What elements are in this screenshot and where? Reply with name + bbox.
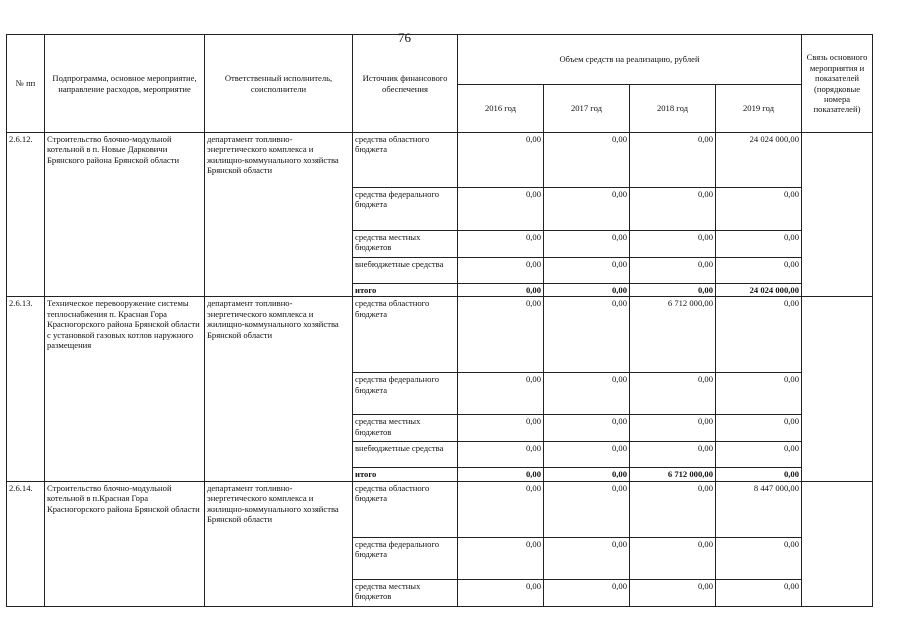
value-cell: 0,00 bbox=[630, 231, 716, 258]
value-cell: 0,00 bbox=[716, 537, 802, 579]
header-year-2019: 2019 год bbox=[716, 85, 802, 133]
table-row bbox=[7, 133, 873, 188]
table-row bbox=[7, 297, 873, 373]
budget-table bbox=[6, 34, 873, 607]
value-cell: 0,00 bbox=[544, 481, 630, 537]
source-label: внебюджетные средства bbox=[353, 442, 458, 468]
total-cell: 0,00 bbox=[458, 284, 544, 297]
value-cell: 0,00 bbox=[630, 415, 716, 442]
table-row bbox=[7, 481, 873, 537]
value-cell: 0,00 bbox=[630, 579, 716, 606]
item-number: 2.6.14. bbox=[7, 481, 45, 606]
source-label: средства федерального бюджета bbox=[353, 537, 458, 579]
value-cell: 24 024 000,00 bbox=[716, 133, 802, 188]
value-cell: 0,00 bbox=[458, 537, 544, 579]
value-cell: 0,00 bbox=[630, 133, 716, 188]
value-cell: 0,00 bbox=[458, 373, 544, 415]
header-link: Связь основного мероприятия и показателей (порядковые номера показателей) bbox=[802, 35, 873, 133]
total-cell: 0,00 bbox=[458, 468, 544, 481]
header-source: Источник финансового обеспечения bbox=[353, 35, 458, 133]
source-label: средства федерального бюджета bbox=[353, 373, 458, 415]
source-label: средства областного бюджета bbox=[353, 297, 458, 373]
value-cell: 0,00 bbox=[716, 415, 802, 442]
source-label: средства областного бюджета bbox=[353, 481, 458, 537]
value-cell: 0,00 bbox=[716, 442, 802, 468]
value-cell: 0,00 bbox=[544, 373, 630, 415]
source-label: средства областного бюджета bbox=[353, 133, 458, 188]
link-cell bbox=[802, 481, 873, 606]
value-cell: 0,00 bbox=[544, 579, 630, 606]
header-num: № пп bbox=[7, 35, 45, 133]
value-cell: 0,00 bbox=[630, 537, 716, 579]
total-cell: 0,00 bbox=[716, 468, 802, 481]
item-title: Техническое перевооружение системы теплоснабжения п. Красная Гора Красногорского района Брянской области с установкой газовых котлов наружного размещения bbox=[45, 297, 205, 481]
total-cell: 0,00 bbox=[630, 284, 716, 297]
value-cell: 6 712 000,00 bbox=[630, 297, 716, 373]
source-label: внебюджетные средства bbox=[353, 258, 458, 284]
value-cell: 0,00 bbox=[716, 373, 802, 415]
header-year-2018: 2018 год bbox=[630, 85, 716, 133]
item-title: Строительство блочно-модульной котельной в п.Красная Гора Красногорского района Брянской области bbox=[45, 481, 205, 606]
item-number: 2.6.13. bbox=[7, 297, 45, 481]
value-cell: 0,00 bbox=[458, 297, 544, 373]
header-subprogram: Подпрограмма, основное мероприятие, направление расходов, мероприятие bbox=[45, 35, 205, 133]
value-cell: 0,00 bbox=[630, 188, 716, 231]
value-cell: 0,00 bbox=[716, 258, 802, 284]
value-cell: 0,00 bbox=[458, 258, 544, 284]
value-cell: 0,00 bbox=[630, 442, 716, 468]
value-cell: 0,00 bbox=[458, 133, 544, 188]
total-cell: 6 712 000,00 bbox=[630, 468, 716, 481]
value-cell: 0,00 bbox=[458, 415, 544, 442]
value-cell: 0,00 bbox=[458, 442, 544, 468]
value-cell: 0,00 bbox=[544, 415, 630, 442]
item-executor: департамент топливно-энергетического комплекса и жилищно-коммунального хозяйства Брянской области bbox=[205, 481, 353, 606]
value-cell: 0,00 bbox=[630, 258, 716, 284]
page-number: 76 bbox=[398, 30, 411, 45]
item-number: 2.6.12. bbox=[7, 133, 45, 297]
value-cell: 0,00 bbox=[458, 231, 544, 258]
value-cell: 0,00 bbox=[458, 188, 544, 231]
value-cell: 0,00 bbox=[716, 297, 802, 373]
value-cell: 8 447 000,00 bbox=[716, 481, 802, 537]
value-cell: 0,00 bbox=[544, 188, 630, 231]
header-volume: Объем средств на реализацию, рублей bbox=[458, 35, 802, 85]
value-cell: 0,00 bbox=[630, 481, 716, 537]
source-label: итого bbox=[353, 468, 458, 481]
header-year-2017: 2017 год bbox=[544, 85, 630, 133]
value-cell: 0,00 bbox=[458, 481, 544, 537]
value-cell: 0,00 bbox=[716, 188, 802, 231]
value-cell: 0,00 bbox=[458, 579, 544, 606]
header-executor: Ответственный исполнитель, соисполнители bbox=[205, 35, 353, 133]
source-label: средства местных бюджетов bbox=[353, 579, 458, 606]
source-label: итого bbox=[353, 284, 458, 297]
value-cell: 0,00 bbox=[716, 231, 802, 258]
total-cell: 24 024 000,00 bbox=[716, 284, 802, 297]
item-title: Строительство блочно-модульной котельной в п. Новые Дарковичи Брянского района Брянской области bbox=[45, 133, 205, 297]
value-cell: 0,00 bbox=[716, 579, 802, 606]
header-year-2016: 2016 год bbox=[458, 85, 544, 133]
item-executor: департамент топливно-энергетического комплекса и жилищно-коммунального хозяйства Брянской области bbox=[205, 133, 353, 297]
link-cell bbox=[802, 297, 873, 481]
value-cell: 0,00 bbox=[544, 231, 630, 258]
value-cell: 0,00 bbox=[630, 373, 716, 415]
source-label: средства местных бюджетов bbox=[353, 415, 458, 442]
item-executor: департамент топливно-энергетического комплекса и жилищно-коммунального хозяйства Брянской области bbox=[205, 297, 353, 481]
total-cell: 0,00 bbox=[544, 284, 630, 297]
link-cell bbox=[802, 133, 873, 297]
source-label: средства федерального бюджета bbox=[353, 188, 458, 231]
value-cell: 0,00 bbox=[544, 258, 630, 284]
value-cell: 0,00 bbox=[544, 537, 630, 579]
value-cell: 0,00 bbox=[544, 133, 630, 188]
header-row bbox=[7, 35, 873, 85]
total-cell: 0,00 bbox=[544, 468, 630, 481]
value-cell: 0,00 bbox=[544, 442, 630, 468]
value-cell: 0,00 bbox=[544, 297, 630, 373]
source-label: средства местных бюджетов bbox=[353, 231, 458, 258]
